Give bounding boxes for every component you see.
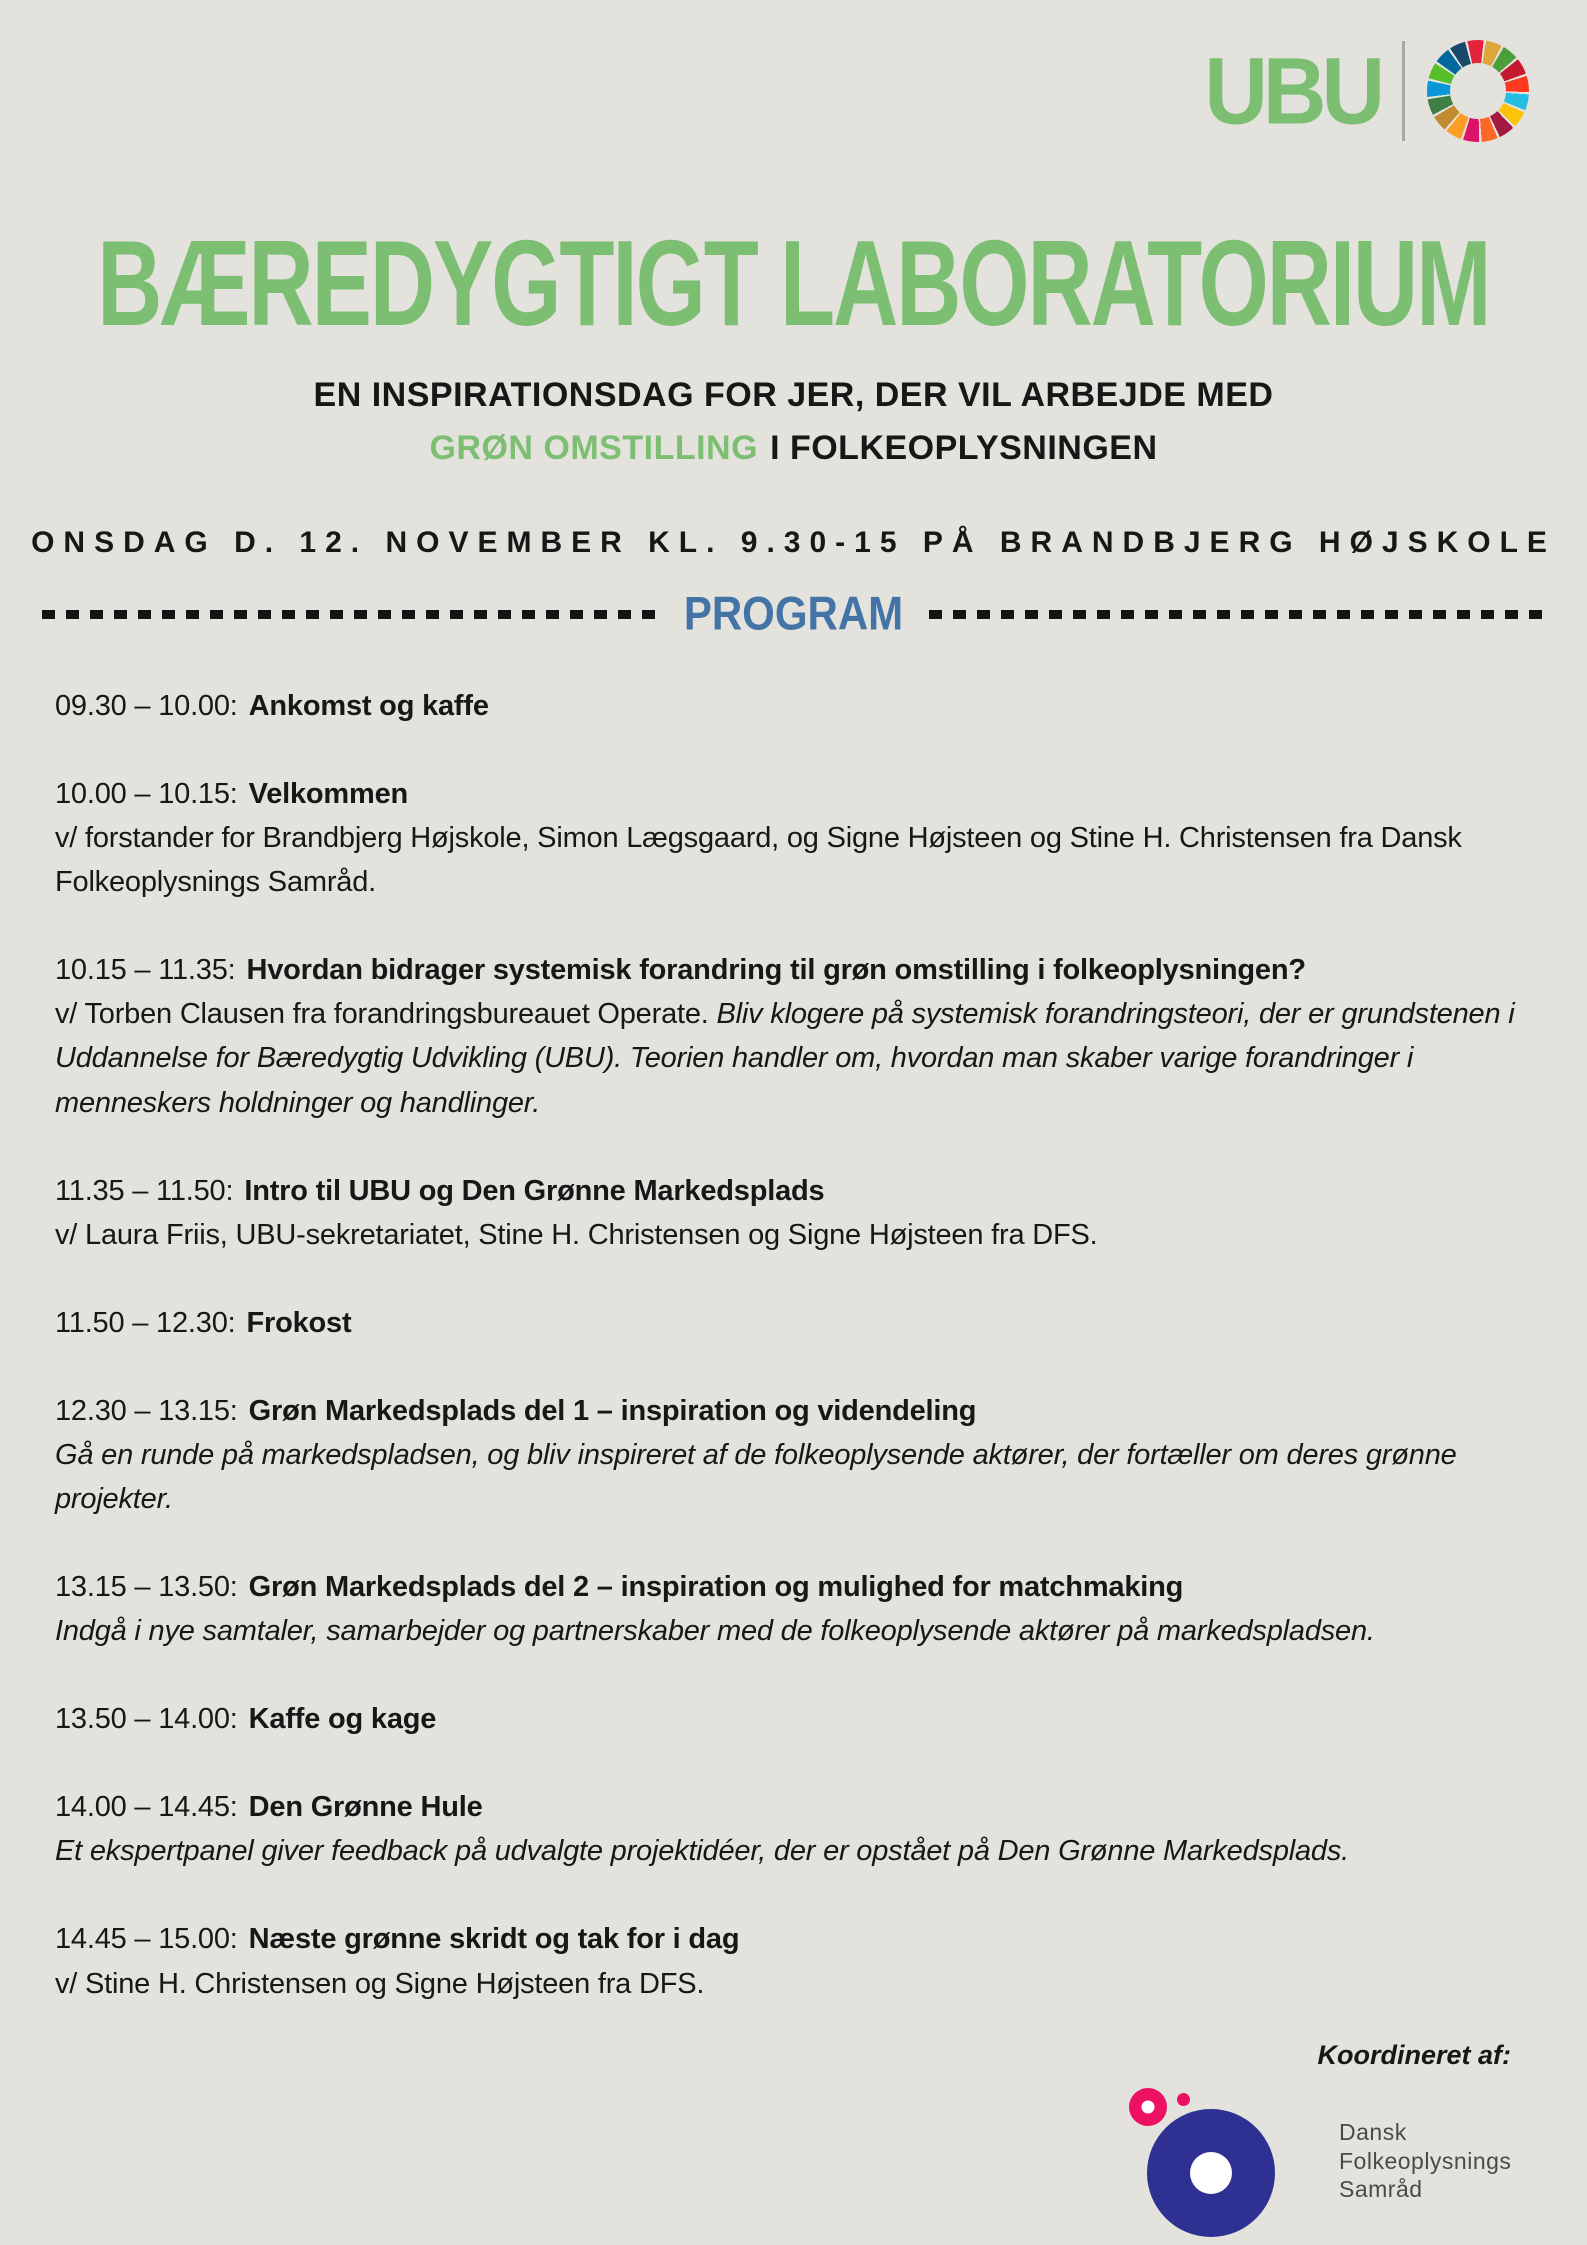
schedule-item-description (55, 816, 1535, 904)
schedule-item-head (55, 1301, 1535, 1345)
schedule-item (55, 1785, 1535, 1873)
schedule-item (55, 1697, 1535, 1741)
schedule-item (55, 1301, 1535, 1345)
schedule-item-head (55, 1565, 1535, 1609)
schedule-desc-segment: v/ Laura Friis, UBU-sekretariatet, Stine H. Christensen og Signe Højsteen fra DFS. (55, 1218, 1098, 1251)
schedule-item-time: 14.00 – 14.45: (55, 1791, 238, 1824)
schedule-item-time: 11.50 – 12.30: (55, 1306, 236, 1339)
schedule-desc-segment: Indgå i nye samtaler, samarbejder og partnerskaber med de folkeoplysende aktører på markedspladsen. (55, 1615, 1375, 1648)
sdg-wheel-icon (1427, 40, 1529, 142)
schedule-desc-segment: Bliv klogere på systemisk forandringsteori, der er grundstenen i Uddannelse for Bæredygtig Udvikling (UBU). Teorien handler om, hvordan man skaber varige forandringer i menneskers holdninger og handlinger. (55, 998, 1515, 1119)
page-title: BÆREDYGTIGT LABORATORIUM (97, 216, 1490, 352)
schedule-item-description (55, 992, 1535, 1124)
dfs-logo (1129, 2085, 1519, 2237)
subtitle-rest: I FOLKEOPLYSNINGEN (770, 429, 1158, 467)
schedule-item (55, 1169, 1535, 1257)
dfs-blue-ring-icon (1147, 2109, 1275, 2237)
program-heading: PROGRAM (683, 587, 904, 640)
schedule-item-head (55, 1917, 1535, 1961)
dfs-logo-mark-icon (1129, 2085, 1329, 2237)
schedule-item-description (55, 1962, 1535, 2006)
schedule-item-description (55, 1213, 1535, 1257)
schedule-item-title: Velkommen (248, 778, 409, 811)
schedule-item-time: 12.30 – 13.15: (55, 1394, 238, 1427)
schedule-item-title: Den Grønne Hule (248, 1791, 483, 1824)
dfs-org-line: Folkeoplysnings (1339, 2147, 1512, 2174)
schedule-item (55, 1389, 1535, 1521)
schedule-item-time: 14.45 – 15.00: (55, 1923, 238, 1956)
schedule-item-description (55, 1433, 1535, 1521)
dashed-line-left (42, 610, 658, 619)
schedule-desc-segment: v/ Torben Clausen fra forandringsbureauet Operate. (55, 998, 717, 1031)
program-schedule (55, 684, 1535, 2006)
schedule-item-title: Intro til UBU og Den Grønne Markedsplads (244, 1174, 825, 1207)
schedule-desc-segment: v/ Stine H. Christensen og Signe Højsteen fra DFS. (55, 1967, 705, 2000)
schedule-item-head (55, 1389, 1535, 1433)
schedule-item-time: 11.35 – 11.50: (55, 1174, 234, 1207)
schedule-item-time: 09.30 – 10.00: (55, 690, 238, 722)
schedule-item-description (55, 1609, 1535, 1653)
schedule-item (55, 948, 1535, 1124)
schedule-item-head (55, 1169, 1535, 1213)
schedule-item-head (55, 1785, 1535, 1829)
schedule-item-time: 13.50 – 14.00: (55, 1703, 238, 1736)
schedule-item-title: Grøn Markedsplads del 1 – inspiration og videndeling (248, 1394, 977, 1427)
schedule-item-time: 13.15 – 13.50: (55, 1571, 238, 1604)
schedule-item-title: Hvordan bidrager systemisk forandring til grøn omstilling i folkeoplysningen? (246, 954, 1306, 987)
dfs-pink-dot-icon (1177, 2093, 1190, 2106)
ubu-logo: UBU (1204, 37, 1380, 144)
schedule-item (55, 1565, 1535, 1653)
logo-row (1204, 37, 1529, 144)
dfs-org-name (1339, 2118, 1519, 2204)
subtitle-line2 (0, 429, 1587, 468)
sdg-wheel-hole (1450, 63, 1506, 119)
schedule-item-head (55, 684, 1535, 728)
schedule-item-time: 10.00 – 10.15: (55, 778, 238, 811)
schedule-item (55, 772, 1535, 904)
schedule-item-title: Næste grønne skridt og tak for i dag (248, 1923, 740, 1956)
schedule-item (55, 1917, 1535, 2005)
logo-divider (1402, 41, 1405, 141)
schedule-desc-segment: Gå en runde på markedspladsen, og bliv inspireret af de folkeoplysende aktører, der fortæller om deres grønne projekter. (55, 1438, 1457, 1516)
schedule-item-description (55, 1829, 1535, 1873)
schedule-item-head (55, 948, 1535, 992)
program-header-row (42, 587, 1545, 640)
dfs-pink-ring-icon (1129, 2088, 1167, 2126)
schedule-item (55, 684, 1535, 728)
coordinated-by-label: Koordineret af: (1317, 2040, 1511, 2070)
schedule-item-title: Grøn Markedsplads del 2 – inspiration og mulighed for matchmaking (248, 1571, 1184, 1604)
coordinator-footer (1129, 2040, 1519, 2237)
subtitle-line1: EN INSPIRATIONSDAG FOR JER, DER VIL ARBEJDE MED (313, 376, 1274, 414)
subtitle-green-highlight: GRØN OMSTILLING (429, 429, 759, 467)
schedule-desc-segment: v/ forstander for Brandbjerg Højskole, Simon Lægsgaard, og Signe Højsteen og Stine H. Christensen fra Dansk Folkeoplysnings Samråd. (55, 822, 1462, 899)
schedule-item-time: 10.15 – 11.35: (55, 954, 236, 987)
schedule-item-head (55, 772, 1535, 816)
schedule-item-title: Kaffe og kage (248, 1703, 437, 1736)
schedule-item-title: Ankomst og kaffe (248, 690, 489, 722)
schedule-item-title: Frokost (246, 1306, 352, 1339)
schedule-desc-segment: Et ekspertpanel giver feedback på udvalgte projektidéer, der er opstået på Den Grønne Markedsplads. (55, 1835, 1350, 1868)
dfs-org-line: Dansk (1339, 2118, 1407, 2145)
schedule-item-head (55, 1697, 1535, 1741)
dfs-org-line: Samråd (1339, 2176, 1423, 2203)
event-date-line: ONSDAG D. 12. NOVEMBER KL. 9.30-15 PÅ BRANDBJERG HØJSKOLE (31, 526, 1556, 559)
dashed-line-right (929, 610, 1545, 619)
